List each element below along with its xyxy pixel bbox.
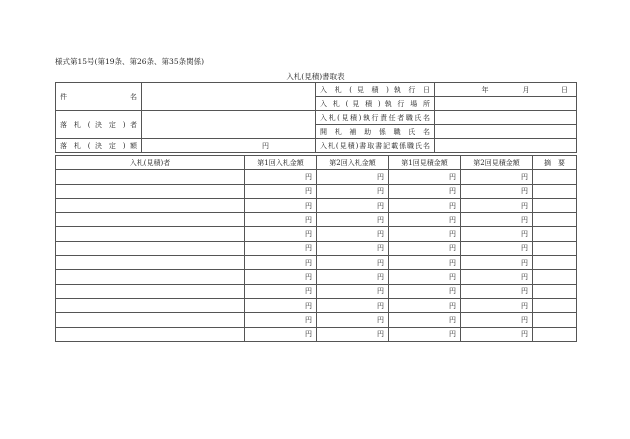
yen-unit: 円 [377, 187, 384, 196]
column-header: 入札(見積)者 [56, 156, 245, 170]
amount-cell[interactable] [389, 270, 461, 284]
bidder-field[interactable] [56, 327, 245, 341]
table-row [56, 227, 577, 241]
amount-cell[interactable] [461, 284, 533, 298]
yen-unit: 円 [521, 258, 528, 267]
amount-cell[interactable] [461, 327, 533, 341]
table-row [56, 313, 577, 327]
bids-body [56, 170, 577, 342]
amount-label: 落 札 ( 決 定 ) 額 [56, 139, 142, 153]
amount-cell[interactable] [245, 313, 317, 327]
date-month-label: 月 [522, 85, 530, 94]
executor-label: 入札(見積)執行責任者職氏名 [316, 111, 435, 125]
bidder-field[interactable] [56, 170, 245, 184]
amount-cell[interactable] [389, 313, 461, 327]
amount-cell[interactable] [461, 170, 533, 184]
header-table [55, 82, 577, 153]
yen-unit: 円 [521, 315, 528, 324]
remarks-field[interactable] [533, 284, 577, 298]
yen-unit: 円 [305, 258, 312, 267]
remarks-field[interactable] [533, 298, 577, 312]
table-row [56, 256, 577, 270]
bids-header-row [56, 156, 577, 170]
yen-unit: 円 [449, 215, 456, 224]
bidder-field[interactable] [56, 270, 245, 284]
yen-unit: 円 [305, 230, 312, 239]
yen-unit: 円 [449, 258, 456, 267]
yen-unit: 円 [377, 287, 384, 296]
date-year-label: 年 [481, 85, 489, 94]
executor-field[interactable] [435, 111, 577, 125]
bidder-field[interactable] [56, 313, 245, 327]
yen-unit: 円 [521, 273, 528, 282]
yen-unit: 円 [305, 315, 312, 324]
bidder-field[interactable] [56, 241, 245, 255]
table-row [56, 241, 577, 255]
amount-cell[interactable] [317, 327, 389, 341]
bidder-field[interactable] [56, 284, 245, 298]
amount-cell[interactable] [245, 213, 317, 227]
amount-cell[interactable] [245, 284, 317, 298]
yen-unit: 円 [521, 244, 528, 253]
yen-unit: 円 [521, 215, 528, 224]
yen-unit: 円 [305, 187, 312, 196]
date-day-field[interactable] [536, 83, 577, 97]
column-header: 第2回見積金額 [461, 156, 533, 170]
yen-unit: 円 [521, 201, 528, 210]
yen-unit: 円 [449, 187, 456, 196]
amount-cell[interactable] [317, 170, 389, 184]
amount-cell[interactable] [389, 170, 461, 184]
yen-unit: 円 [377, 215, 384, 224]
yen-unit: 円 [377, 172, 384, 181]
column-header: 摘 要 [533, 156, 577, 170]
yen-unit: 円 [521, 330, 528, 339]
assistant-label: 開 札 補 助 係 職 氏 名 [316, 125, 435, 139]
yen-unit: 円 [449, 230, 456, 239]
amount-cell[interactable] [245, 256, 317, 270]
winner-label: 落 札 ( 決 定 ) 者 [56, 111, 142, 139]
amount-field[interactable] [142, 139, 316, 153]
amount-cell[interactable] [245, 198, 317, 212]
yen-unit: 円 [377, 315, 384, 324]
amount-cell[interactable] [389, 298, 461, 312]
amount-cell[interactable] [461, 198, 533, 212]
yen-unit: 円 [521, 301, 528, 310]
amount-cell[interactable] [461, 213, 533, 227]
date-year-field[interactable] [435, 83, 495, 97]
amount-cell[interactable] [317, 298, 389, 312]
bid-place-field[interactable] [435, 97, 577, 111]
yen-unit: 円 [305, 215, 312, 224]
amount-cell[interactable] [317, 313, 389, 327]
amount-cell[interactable] [461, 298, 533, 312]
yen-unit: 円 [377, 273, 384, 282]
amount-cell[interactable] [461, 227, 533, 241]
amount-cell[interactable] [389, 241, 461, 255]
yen-unit: 円 [305, 201, 312, 210]
yen-unit: 円 [449, 315, 456, 324]
amount-cell[interactable] [389, 227, 461, 241]
amount-cell[interactable] [389, 184, 461, 198]
yen-unit: 円 [377, 230, 384, 239]
yen-unit: 円 [305, 244, 312, 253]
remarks-field[interactable] [533, 184, 577, 198]
amount-cell[interactable] [389, 213, 461, 227]
table-row [56, 184, 577, 198]
recorder-field[interactable] [435, 139, 577, 153]
amount-cell[interactable] [317, 270, 389, 284]
amount-cell[interactable] [317, 241, 389, 255]
yen-unit: 円 [521, 287, 528, 296]
amount-cell[interactable] [461, 184, 533, 198]
yen-unit: 円 [449, 172, 456, 181]
date-day-label: 日 [561, 85, 568, 94]
remarks-field[interactable] [533, 270, 577, 284]
amount-cell[interactable] [245, 184, 317, 198]
amount-cell[interactable] [389, 284, 461, 298]
date-month-field[interactable] [495, 83, 536, 97]
table-row [56, 170, 577, 184]
bidder-field[interactable] [56, 298, 245, 312]
yen-unit: 円 [377, 201, 384, 210]
column-header: 第1回入札金額 [245, 156, 317, 170]
amount-cell[interactable] [389, 327, 461, 341]
yen-unit: 円 [449, 244, 456, 253]
yen-unit: 円 [449, 330, 456, 339]
amount-cell[interactable] [317, 284, 389, 298]
bidder-field[interactable] [56, 184, 245, 198]
amount-yen-label: 円 [262, 141, 269, 150]
column-header: 第1回見積金額 [389, 156, 461, 170]
column-header: 第2回入札金額 [317, 156, 389, 170]
yen-unit: 円 [449, 201, 456, 210]
remarks-field[interactable] [533, 313, 577, 327]
table-row [56, 327, 577, 341]
table-row [56, 198, 577, 212]
yen-unit: 円 [449, 287, 456, 296]
bid-place-label: 入 札 ( 見 積 ) 執 行 場 所 [316, 97, 435, 111]
table-row [56, 298, 577, 312]
form-reference: 様式第15号(第19条、第26条、第35条関係) [55, 57, 205, 66]
bid-date-label: 入 札 ( 見 積 ) 執 行 日 [316, 83, 435, 97]
remarks-field[interactable] [533, 227, 577, 241]
amount-cell[interactable] [317, 198, 389, 212]
amount-cell[interactable] [317, 184, 389, 198]
remarks-field[interactable] [533, 327, 577, 341]
bidder-field[interactable] [56, 198, 245, 212]
yen-unit: 円 [377, 301, 384, 310]
amount-cell[interactable] [389, 198, 461, 212]
amount-cell[interactable] [245, 298, 317, 312]
yen-unit: 円 [449, 273, 456, 282]
page-title: 入札(見積)書取表 [286, 72, 345, 81]
yen-unit: 円 [305, 287, 312, 296]
remarks-field[interactable] [533, 198, 577, 212]
yen-unit: 円 [377, 244, 384, 253]
amount-cell[interactable] [245, 227, 317, 241]
amount-cell[interactable] [245, 170, 317, 184]
amount-cell[interactable] [389, 256, 461, 270]
bidder-field[interactable] [56, 256, 245, 270]
bidder-field[interactable] [56, 213, 245, 227]
remarks-field[interactable] [533, 241, 577, 255]
yen-unit: 円 [305, 301, 312, 310]
yen-unit: 円 [305, 172, 312, 181]
amount-cell[interactable] [245, 270, 317, 284]
bids-table [55, 155, 577, 342]
amount-cell[interactable] [461, 256, 533, 270]
yen-unit: 円 [305, 273, 312, 282]
yen-unit: 円 [305, 330, 312, 339]
amount-cell[interactable] [461, 270, 533, 284]
remarks-field[interactable] [533, 170, 577, 184]
recorder-label: 入札(見積)書取書記載係職氏名 [316, 139, 435, 153]
table-row [56, 284, 577, 298]
item-name-label: 件 名 [56, 83, 142, 111]
yen-unit: 円 [521, 172, 528, 181]
item-name-field[interactable] [142, 83, 316, 111]
amount-cell[interactable] [245, 327, 317, 341]
amount-cell[interactable] [461, 313, 533, 327]
yen-unit: 円 [521, 187, 528, 196]
amount-cell[interactable] [461, 241, 533, 255]
bidder-field[interactable] [56, 227, 245, 241]
assistant-field[interactable] [435, 125, 577, 139]
remarks-field[interactable] [533, 213, 577, 227]
yen-unit: 円 [377, 330, 384, 339]
winner-field[interactable] [142, 111, 316, 139]
table-row [56, 213, 577, 227]
amount-cell[interactable] [317, 227, 389, 241]
table-row [56, 270, 577, 284]
amount-cell[interactable] [317, 213, 389, 227]
amount-cell[interactable] [245, 241, 317, 255]
remarks-field[interactable] [533, 256, 577, 270]
yen-unit: 円 [449, 301, 456, 310]
yen-unit: 円 [377, 258, 384, 267]
yen-unit: 円 [521, 230, 528, 239]
amount-cell[interactable] [317, 256, 389, 270]
